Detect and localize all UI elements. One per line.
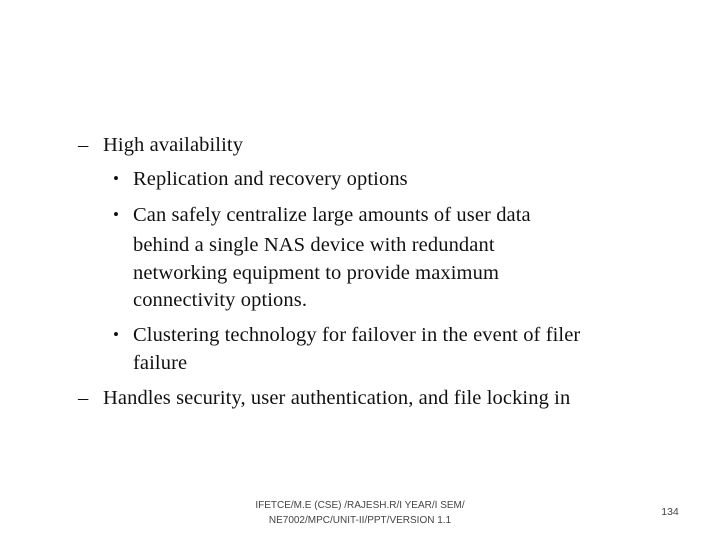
bullet-marker: • [113, 169, 119, 188]
bullet-marker: • [113, 205, 119, 224]
list-item-text-line: networking equipment to provide maximum [133, 262, 500, 284]
slide-footer [230, 498, 490, 528]
list-item-text-line: connectivity options. [133, 289, 308, 311]
list-item-text-line: Can safely centralize large amounts of user data [133, 204, 531, 226]
dash-marker: – [78, 134, 89, 156]
footer-line: IFETCE/M.E (CSE) /RAJESH.R/I YEAR/I SEM/ [255, 500, 465, 511]
list-item-text-line: failure [133, 352, 188, 374]
list-item-text-line: Clustering technology for failover in the event of filer [133, 324, 581, 346]
list-item-text: Handles security, user authentication, and file locking in [103, 387, 571, 409]
page-number: 134 [661, 506, 679, 518]
bullet-marker: • [113, 325, 119, 344]
dash-marker: – [78, 387, 89, 409]
footer-line: NE7002/MPC/UNIT-II/PPT/VERSION 1.1 [268, 515, 452, 526]
list-item-text-line: behind a single NAS device with redundant [133, 234, 495, 256]
list-item-text: High availability [103, 134, 244, 156]
list-item-text: Replication and recovery options [133, 168, 408, 190]
